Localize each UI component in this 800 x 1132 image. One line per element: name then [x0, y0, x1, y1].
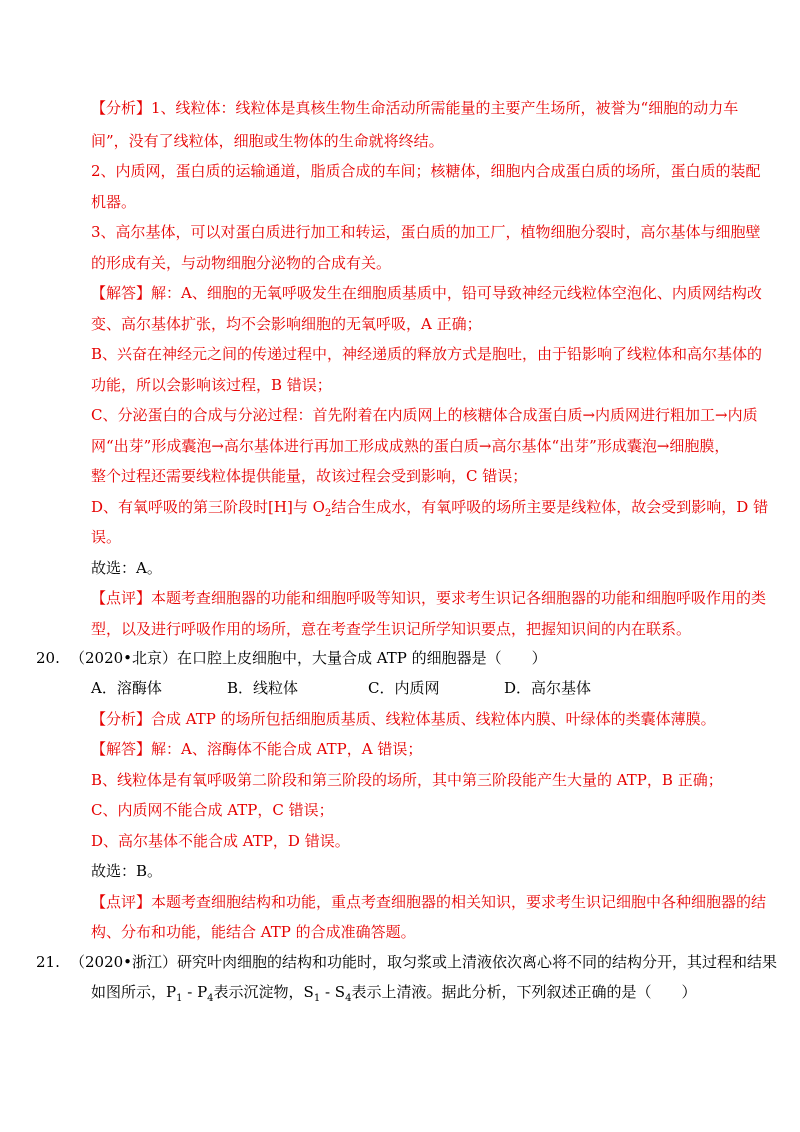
q19-analysis-line-2: 间”，没有了线粒体，细胞或生物体的生命就将终结。	[91, 132, 444, 150]
q20-option-d: D．高尔基体	[504, 679, 592, 697]
q19-answer-line-2: 变、高尔基体扩张，均不会影响细胞的无氧呼吸，A 正确；	[91, 315, 482, 333]
q21-stem-part-b: - P	[182, 983, 208, 1001]
q19-analysis-line-3: 2、内质网，蛋白质的运输通道，脂质合成的车间；核糖体，细胞内合成蛋白质的场所，蛋白质的装配	[91, 162, 761, 180]
q20-answer-line-4: D、高尔基体不能合成 ATP，D 错误。	[91, 832, 350, 850]
q21-stem-part-e: 表示上清液。据此分析，下列叙述正确的是（ ）	[351, 983, 697, 1001]
q20-comment-line-1: 【点评】本题考查细胞结构和功能，重点考查细胞器的相关知识，要求考生识记细胞中各种细胞器的结	[91, 893, 767, 911]
q19-analysis-line-6: 的形成有关，与动物细胞分泌物的合成有关。	[91, 254, 392, 272]
q21-stem-part-c: 表示沉淀物，S	[213, 983, 314, 1001]
q19-comment-line-1: 【点评】本题考查细胞器的功能和细胞呼吸等知识，要求考生识记各细胞器的功能和细胞呼吸作用的类	[91, 589, 767, 607]
q19-comment-line-2: 型，以及进行呼吸作用的场所，意在考查学生识记所学知识要点，把握知识间的内在联系。	[91, 620, 692, 638]
q19-answer-line-7: 整个过程还需要线粒体提供能量，故该过程会受到影响，C 错误；	[91, 467, 528, 485]
q19-answer-line-3: B、兴奋在神经元之间的传递过程中，神经递质的释放方式是胞吐，由于铅影响了线粒体和高尔基体的	[91, 345, 763, 363]
q20-analysis: 【分析】合成 ATP 的场所包括细胞质基质、线粒体基质、线粒体内膜、叶绿体的类囊体薄膜。	[91, 710, 716, 728]
q20-answer-line-1: 【解答】解：A、溶酶体不能合成 ATP，A 错误；	[91, 740, 423, 758]
q20-option-a: A．溶酶体	[91, 679, 162, 697]
q20-number: 20.	[36, 649, 60, 667]
q19-choice: 故选：A。	[91, 559, 162, 577]
q19-answer-line-6: 网“出芽”形成囊泡→高尔基体进行再加工形成成熟的蛋白质→高尔基体“出芽”形成囊泡→细胞膜，	[91, 437, 730, 455]
q19-answer-line-1: 【解答】解：A、细胞的无氧呼吸发生在细胞质基质中，铅可导致神经元线粒体空泡化、内质网结构改	[91, 284, 762, 302]
q21-sub-3: 1	[313, 993, 321, 1004]
q20-comment-line-2: 构、分布和功能，能结合 ATP 的合成准确答题。	[91, 923, 416, 941]
q21-stem-line-1: （2020•浙江）研究叶肉细胞的结构和功能时，取匀浆或上清液依次离心将不同的结构分开，其过程和结果	[70, 953, 778, 971]
q19-d-text-post: 结合生成水，有氧呼吸的场所主要是线粒体，故会受到影响，D 错	[331, 498, 769, 516]
q19-analysis-line-5: 3、高尔基体，可以对蛋白质进行加工和转运，蛋白质的加工厂，植物细胞分裂时，高尔基体与细胞壁	[91, 223, 761, 241]
q19-answer-line-5: C、分泌蛋白的合成与分泌过程：首先附着在内质网上的核糖体合成蛋白质→内质网进行粗加工→内质	[91, 406, 758, 424]
q21-stem-line-2	[91, 982, 696, 1009]
q19-d-subscript: 2	[324, 508, 332, 519]
q21-sub-2: 4	[207, 993, 214, 1004]
q19-analysis-line-4: 机器。	[91, 193, 137, 211]
q19-analysis-line-1: 【分析】1、线粒体：线粒体是真核生物生命活动所需能量的主要产生场所，被誉为“细胞的动力车	[91, 99, 739, 117]
q20-choice: 故选：B。	[91, 862, 163, 880]
q21-stem-part-d: - S	[320, 983, 346, 1001]
q20-stem: （2020•北京）在口腔上皮细胞中，大量合成 ATP 的细胞器是（ ）	[70, 649, 547, 667]
q19-answer-line-8	[91, 497, 768, 524]
q20-option-c: C．内质网	[368, 679, 440, 697]
q21-sub-1: 1	[176, 993, 183, 1004]
q21-stem-part-a: 如图所示，P	[91, 983, 177, 1001]
q19-d-text-pre: D、有氧呼吸的第三阶段时[H]与 O	[91, 498, 325, 516]
q21-number: 21.	[36, 953, 60, 971]
q19-answer-line-4: 功能，所以会影响该过程，B 错误；	[91, 376, 332, 394]
q20-answer-line-2: B、线粒体是有氧呼吸第二阶段和第三阶段的场所，其中第三阶段能产生大量的 ATP，B 正确；	[91, 771, 723, 789]
q20-option-b: B．线粒体	[227, 679, 299, 697]
q20-answer-line-3: C、内质网不能合成 ATP，C 错误；	[91, 801, 334, 819]
q19-answer-line-9: 误。	[91, 528, 122, 546]
q21-sub-4: 4	[345, 993, 352, 1004]
